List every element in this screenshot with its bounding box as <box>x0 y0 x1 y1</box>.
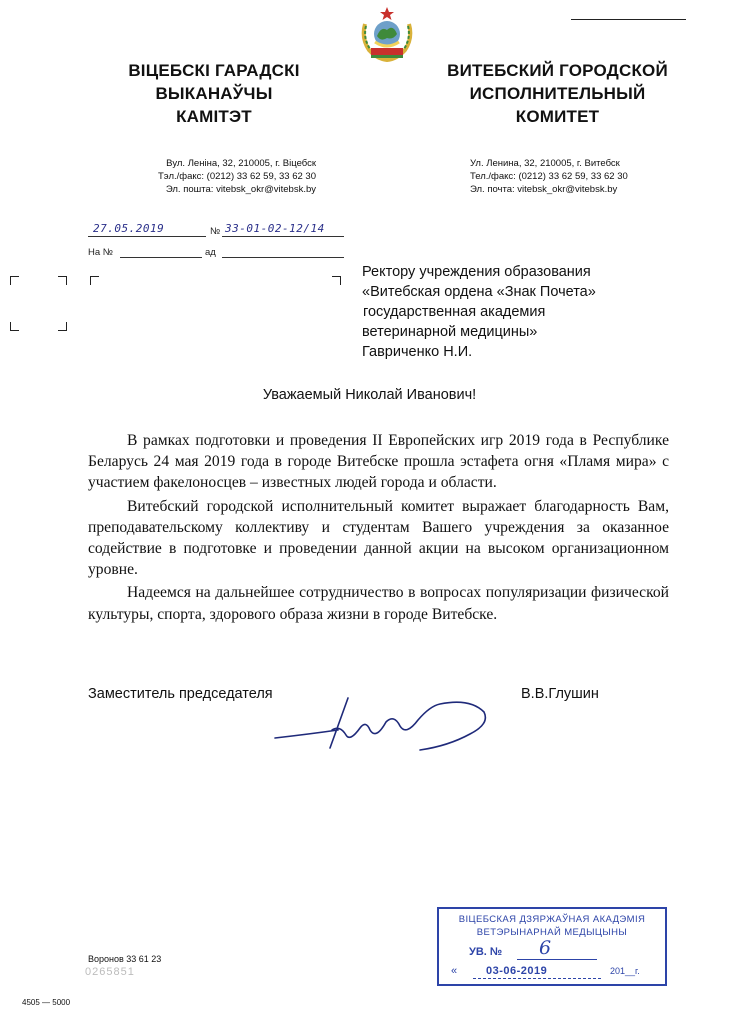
reference-from-underline <box>222 257 344 258</box>
reference-from-label: ад <box>205 247 216 258</box>
address-block-russian <box>470 157 670 196</box>
addressee-line: ветеринарной медицины» <box>362 324 538 340</box>
letter-body <box>88 430 669 627</box>
date-underline <box>88 236 206 237</box>
reference-label: На № <box>88 247 113 258</box>
coat-of-arms-emblem <box>353 4 421 62</box>
bracket-bottom-right <box>58 322 67 331</box>
reference-underline <box>120 257 202 258</box>
addressee-block <box>362 262 692 362</box>
executor-contact: Воронов 33 61 23 <box>88 954 162 964</box>
organization-title-russian: ВИТЕБСКИЙ ГОРОДСКОЙ ИСПОЛНИТЕЛЬНЫЙ КОМИТЕТ <box>447 61 668 126</box>
top-right-rule <box>571 19 686 20</box>
address-block-belarusian <box>108 157 316 196</box>
registration-date: 27.05.2019 <box>93 222 165 235</box>
bracket-top-right <box>58 276 67 285</box>
address-street: Вул. Леніна, 32, 210005, г. Віцебск <box>166 158 316 169</box>
stamp-line: ВЕТЭРЫНАРНАЙ МЕДЫЦЫНЫ <box>476 927 628 938</box>
greeting: Уважаемый Николай Иванович! <box>262 387 477 403</box>
bracket-top-right <box>332 276 341 285</box>
registration-number: 33-01-02-12/14 <box>225 222 325 235</box>
number-underline <box>222 236 344 237</box>
addressee-line: государственная академия <box>363 304 546 320</box>
bracket-top-left <box>10 276 19 285</box>
organization-title-belarusian: ВІЦЕБСКІ ГАРАДСКІ ВЫКАНАЎЧЫ КАМІТЭТ <box>128 61 300 126</box>
print-code: 4505 — 5000 <box>22 998 71 1007</box>
stamp-line: ВІЦЕБСКАЯ ДЗЯРЖАЎНАЯ АКАДЭМІЯ <box>458 914 646 925</box>
signatory-title: Заместитель председателя <box>88 686 273 702</box>
address-phone: Тэл./факс: (0212) 33 62 59, 33 62 30 <box>158 171 316 182</box>
address-email: Эл. почта: vitebsk_okr@vitebsk.by <box>470 184 618 195</box>
stamp-date-underline <box>473 978 601 979</box>
addressee-line: Гавриченко Н.И. <box>362 344 473 360</box>
stamp-incoming-number: 6 <box>539 937 552 959</box>
registration-number-label: № <box>210 226 221 237</box>
bracket-bottom-left <box>10 322 19 331</box>
body-paragraph: Витебский городской исполнительный комитет выражает благодарность Вам, преподавательскому коллективу и студентам Вашего учреждения за оказанное содействие в подготовке и проведении данной акции на высоком организационном уровне. <box>88 497 669 579</box>
addressee-line: Ректору учреждения образования <box>362 264 591 280</box>
incoming-registration-stamp <box>437 907 667 986</box>
stamp-date: 03-06-2019 <box>486 965 548 977</box>
stamp-quote: « <box>451 965 458 977</box>
handwritten-signature <box>270 690 500 760</box>
signatory-name: В.В.Глушин <box>521 686 599 702</box>
address-phone: Тел./факс: (0212) 33 62 59, 33 62 30 <box>470 171 628 182</box>
addressee-line: «Витебская ордена «Знак Почета» <box>362 284 596 300</box>
stamp-number-underline <box>517 959 597 960</box>
form-serial-number: 0265851 <box>85 966 135 978</box>
stamp-incoming-label: УВ. № <box>469 946 503 958</box>
body-paragraph: В рамках подготовки и проведения II Европейских игр 2019 года в Республике Беларусь 24 мая 2019 года в городе Витебске прошла эстафета огня «Пламя мира» с участием факелоносцев – известных людей города и области. <box>88 432 669 492</box>
address-email: Эл. пошта: vitebsk_okr@vitebsk.by <box>165 184 316 195</box>
bracket-top-left <box>90 276 99 285</box>
stamp-year-suffix: 201__г. <box>610 966 640 976</box>
body-paragraph: Надеемся на дальнейшее сотрудничество в вопросах популяризации физической культуры, спорта, здорового образа жизни в городе Витебске. <box>88 584 669 623</box>
address-street: Ул. Ленина, 32, 210005, г. Витебск <box>470 158 620 169</box>
